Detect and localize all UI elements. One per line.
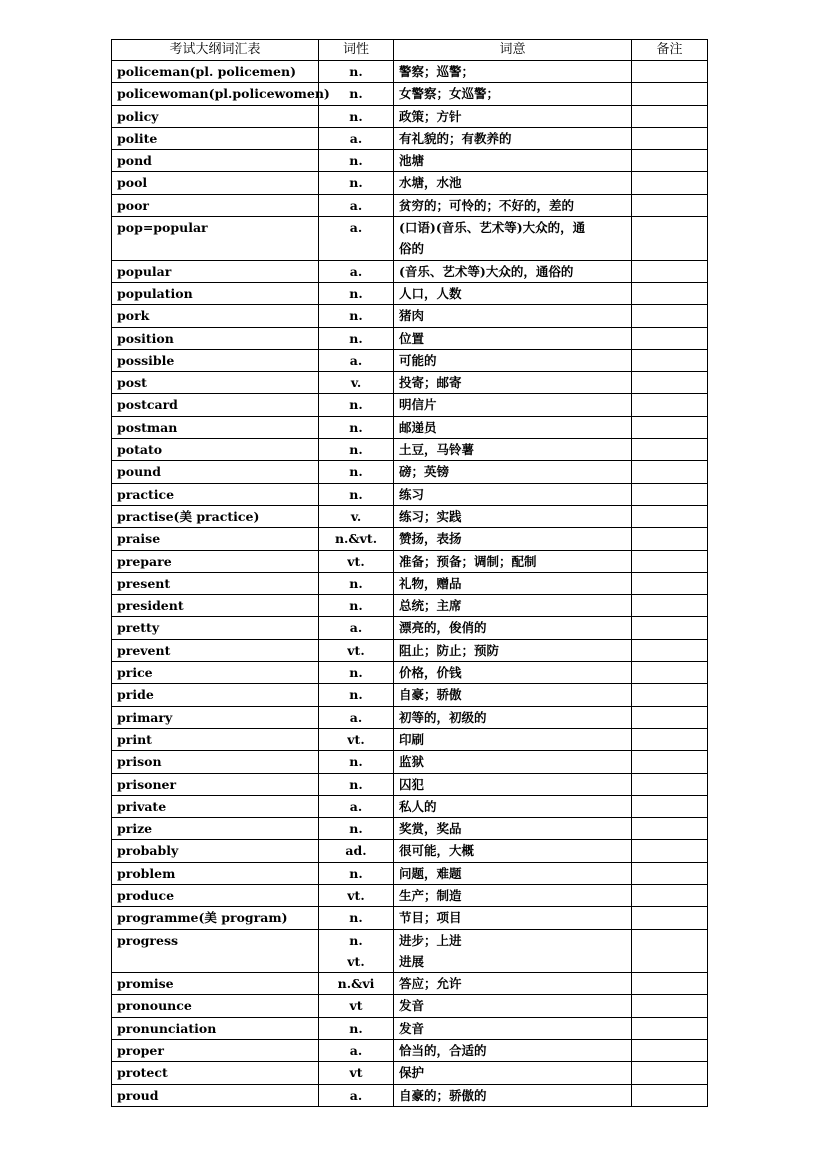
table-row bbox=[112, 728, 708, 750]
table-row bbox=[112, 639, 708, 661]
meaning-cell: 囚犯 bbox=[394, 773, 632, 795]
table-row bbox=[112, 105, 708, 127]
table-row bbox=[112, 929, 708, 973]
table-row bbox=[112, 439, 708, 461]
note-cell bbox=[632, 172, 708, 194]
note-cell bbox=[632, 907, 708, 929]
meaning-cell: 人口，人数 bbox=[394, 282, 632, 304]
note-cell bbox=[632, 305, 708, 327]
pos-cell: vt. bbox=[319, 639, 394, 661]
word-cell: practise(美 practice) bbox=[112, 505, 319, 527]
pos-cell: n. bbox=[319, 105, 394, 127]
table-row bbox=[112, 818, 708, 840]
table-row bbox=[112, 150, 708, 172]
pos-cell: n. bbox=[319, 305, 394, 327]
header-note: 备注 bbox=[632, 40, 708, 61]
meaning-cell: 政策；方针 bbox=[394, 105, 632, 127]
table-row bbox=[112, 773, 708, 795]
note-cell bbox=[632, 150, 708, 172]
note-cell bbox=[632, 995, 708, 1017]
meaning-cell: 猪肉 bbox=[394, 305, 632, 327]
note-cell bbox=[632, 282, 708, 304]
word-cell: praise bbox=[112, 528, 319, 550]
table-row bbox=[112, 83, 708, 105]
pos-cell: n. bbox=[319, 83, 394, 105]
meaning-cell: 发音 bbox=[394, 995, 632, 1017]
pos-cell: n. bbox=[319, 907, 394, 929]
note-cell bbox=[632, 528, 708, 550]
table-row bbox=[112, 662, 708, 684]
word-cell: proper bbox=[112, 1040, 319, 1062]
meaning-cell: 水塘，水池 bbox=[394, 172, 632, 194]
table-row bbox=[112, 1084, 708, 1106]
meaning-cell: 阻止；防止；预防 bbox=[394, 639, 632, 661]
note-cell bbox=[632, 349, 708, 371]
table-row bbox=[112, 505, 708, 527]
meaning-cell: 保护 bbox=[394, 1062, 632, 1084]
table-row bbox=[112, 461, 708, 483]
pos-cell: n. bbox=[319, 662, 394, 684]
table-row bbox=[112, 61, 708, 83]
pos-cell: n.&vi bbox=[319, 973, 394, 995]
table-row bbox=[112, 282, 708, 304]
pos-cell: n. bbox=[319, 773, 394, 795]
table-row bbox=[112, 194, 708, 216]
header-meaning: 词意 bbox=[394, 40, 632, 61]
pos-cell: n.&vt. bbox=[319, 528, 394, 550]
word-cell: possible bbox=[112, 349, 319, 371]
table-row bbox=[112, 595, 708, 617]
pos-cell: a. bbox=[319, 1084, 394, 1106]
meaning-cell: 可能的 bbox=[394, 349, 632, 371]
word-cell: protect bbox=[112, 1062, 319, 1084]
table-body bbox=[112, 61, 708, 1107]
note-cell bbox=[632, 1017, 708, 1039]
pos-cell: a. bbox=[319, 795, 394, 817]
pos-cell: a. bbox=[319, 1040, 394, 1062]
word-cell: prize bbox=[112, 818, 319, 840]
word-cell: probably bbox=[112, 840, 319, 862]
word-cell: promise bbox=[112, 973, 319, 995]
meaning-cell: 池塘 bbox=[394, 150, 632, 172]
table-row bbox=[112, 260, 708, 282]
pos-cell: n. bbox=[319, 394, 394, 416]
meaning-cell: 练习 bbox=[394, 483, 632, 505]
pos-cell: n. bbox=[319, 684, 394, 706]
pos-cell: n. bbox=[319, 282, 394, 304]
word-cell: poor bbox=[112, 194, 319, 216]
pos-cell: n. bbox=[319, 818, 394, 840]
pos-cell: n. bbox=[319, 150, 394, 172]
word-cell: price bbox=[112, 662, 319, 684]
word-cell: pride bbox=[112, 684, 319, 706]
table-row bbox=[112, 572, 708, 594]
meaning-cell: 私人的 bbox=[394, 795, 632, 817]
table-row bbox=[112, 973, 708, 995]
word-cell: pork bbox=[112, 305, 319, 327]
word-cell: prison bbox=[112, 751, 319, 773]
note-cell bbox=[632, 83, 708, 105]
table-row bbox=[112, 884, 708, 906]
pos-cell: n. bbox=[319, 61, 394, 83]
table-row bbox=[112, 1062, 708, 1084]
word-cell: prepare bbox=[112, 550, 319, 572]
pos-cell: a. bbox=[319, 127, 394, 149]
meaning-cell: 明信片 bbox=[394, 394, 632, 416]
meaning-cell: 投寄；邮寄 bbox=[394, 372, 632, 394]
word-cell: pop=popular bbox=[112, 217, 319, 261]
note-cell bbox=[632, 1062, 708, 1084]
word-cell: postcard bbox=[112, 394, 319, 416]
meaning-cell: 生产；制造 bbox=[394, 884, 632, 906]
meaning-cell: 自豪的；骄傲的 bbox=[394, 1084, 632, 1106]
table-row bbox=[112, 327, 708, 349]
note-cell bbox=[632, 929, 708, 973]
note-cell bbox=[632, 194, 708, 216]
word-cell: potato bbox=[112, 439, 319, 461]
note-cell bbox=[632, 505, 708, 527]
pos-cell: vt bbox=[319, 1062, 394, 1084]
note-cell bbox=[632, 127, 708, 149]
word-cell: primary bbox=[112, 706, 319, 728]
pos-cell: n. bbox=[319, 572, 394, 594]
meaning-cell: 答应；允许 bbox=[394, 973, 632, 995]
note-cell bbox=[632, 439, 708, 461]
note-cell bbox=[632, 818, 708, 840]
note-cell bbox=[632, 751, 708, 773]
word-cell: population bbox=[112, 282, 319, 304]
word-cell: post bbox=[112, 372, 319, 394]
pos-cell: a. bbox=[319, 217, 394, 261]
note-cell bbox=[632, 260, 708, 282]
meaning-cell: 印刷 bbox=[394, 728, 632, 750]
meaning-cell: 价格，价钱 bbox=[394, 662, 632, 684]
note-cell bbox=[632, 217, 708, 261]
word-cell: proud bbox=[112, 1084, 319, 1106]
meaning-cell: 准备；预备；调制；配制 bbox=[394, 550, 632, 572]
table-row bbox=[112, 1017, 708, 1039]
meaning-cell: 位置 bbox=[394, 327, 632, 349]
word-cell: president bbox=[112, 595, 319, 617]
meaning-cell: (音乐、艺术等)大众的，通俗的 bbox=[394, 260, 632, 282]
table-row bbox=[112, 127, 708, 149]
meaning-cell: 初等的，初级的 bbox=[394, 706, 632, 728]
table-row bbox=[112, 907, 708, 929]
note-cell bbox=[632, 461, 708, 483]
meaning-cell: 磅；英镑 bbox=[394, 461, 632, 483]
pos-cell: a. bbox=[319, 260, 394, 282]
word-cell: policewoman(pl.policewomen) bbox=[112, 83, 319, 105]
word-cell: pronounce bbox=[112, 995, 319, 1017]
table-row bbox=[112, 684, 708, 706]
pos-cell: a. bbox=[319, 349, 394, 371]
note-cell bbox=[632, 595, 708, 617]
table-row bbox=[112, 862, 708, 884]
note-cell bbox=[632, 394, 708, 416]
pos-cell: a. bbox=[319, 706, 394, 728]
table-row bbox=[112, 372, 708, 394]
meaning-cell: 问题，难题 bbox=[394, 862, 632, 884]
meaning-cell: 自豪；骄傲 bbox=[394, 684, 632, 706]
note-cell bbox=[632, 840, 708, 862]
note-cell bbox=[632, 105, 708, 127]
word-cell: problem bbox=[112, 862, 319, 884]
word-cell: practice bbox=[112, 483, 319, 505]
meaning-cell: 警察；巡警； bbox=[394, 61, 632, 83]
pos-cell: vt bbox=[319, 995, 394, 1017]
table-row bbox=[112, 617, 708, 639]
meaning-cell: 贫穷的；可怜的；不好的，差的 bbox=[394, 194, 632, 216]
meaning-cell: 发音 bbox=[394, 1017, 632, 1039]
header-row bbox=[112, 40, 708, 61]
word-cell: pool bbox=[112, 172, 319, 194]
table-row bbox=[112, 416, 708, 438]
pos-cell: n. bbox=[319, 461, 394, 483]
note-cell bbox=[632, 483, 708, 505]
meaning-cell: (口语)(音乐、艺术等)大众的，通 俗的 bbox=[394, 217, 632, 261]
note-cell bbox=[632, 884, 708, 906]
table-row bbox=[112, 528, 708, 550]
pos-cell: n. vt. bbox=[319, 929, 394, 973]
table-row bbox=[112, 172, 708, 194]
pos-cell: n. bbox=[319, 439, 394, 461]
word-cell: produce bbox=[112, 884, 319, 906]
note-cell bbox=[632, 662, 708, 684]
table-row bbox=[112, 706, 708, 728]
note-cell bbox=[632, 862, 708, 884]
meaning-cell: 监狱 bbox=[394, 751, 632, 773]
meaning-cell: 邮递员 bbox=[394, 416, 632, 438]
word-cell: pond bbox=[112, 150, 319, 172]
note-cell bbox=[632, 572, 708, 594]
word-cell: progress bbox=[112, 929, 319, 973]
note-cell bbox=[632, 973, 708, 995]
word-cell: pronunciation bbox=[112, 1017, 319, 1039]
word-cell: popular bbox=[112, 260, 319, 282]
word-cell: position bbox=[112, 327, 319, 349]
note-cell bbox=[632, 1040, 708, 1062]
word-cell: polite bbox=[112, 127, 319, 149]
note-cell bbox=[632, 61, 708, 83]
meaning-cell: 恰当的，合适的 bbox=[394, 1040, 632, 1062]
note-cell bbox=[632, 617, 708, 639]
meaning-cell: 土豆，马铃薯 bbox=[394, 439, 632, 461]
pos-cell: n. bbox=[319, 1017, 394, 1039]
pos-cell: ad. bbox=[319, 840, 394, 862]
pos-cell: n. bbox=[319, 327, 394, 349]
word-cell: programme(美 program) bbox=[112, 907, 319, 929]
pos-cell: a. bbox=[319, 617, 394, 639]
note-cell bbox=[632, 416, 708, 438]
meaning-cell: 奖赏，奖品 bbox=[394, 818, 632, 840]
word-cell: prisoner bbox=[112, 773, 319, 795]
note-cell bbox=[632, 773, 708, 795]
note-cell bbox=[632, 728, 708, 750]
note-cell bbox=[632, 550, 708, 572]
table-row bbox=[112, 349, 708, 371]
pos-cell: vt. bbox=[319, 728, 394, 750]
meaning-cell: 总统；主席 bbox=[394, 595, 632, 617]
note-cell bbox=[632, 706, 708, 728]
table-row bbox=[112, 550, 708, 572]
note-cell bbox=[632, 684, 708, 706]
note-cell bbox=[632, 372, 708, 394]
pos-cell: vt. bbox=[319, 884, 394, 906]
header-word: 考试大纲词汇表 bbox=[112, 40, 319, 61]
word-cell: pretty bbox=[112, 617, 319, 639]
word-cell: policeman(pl. policemen) bbox=[112, 61, 319, 83]
table-row bbox=[112, 1040, 708, 1062]
word-cell: pound bbox=[112, 461, 319, 483]
note-cell bbox=[632, 327, 708, 349]
meaning-cell: 进步；上进 进展 bbox=[394, 929, 632, 973]
pos-cell: n. bbox=[319, 483, 394, 505]
meaning-cell: 节目；项目 bbox=[394, 907, 632, 929]
pos-cell: n. bbox=[319, 172, 394, 194]
pos-cell: v. bbox=[319, 372, 394, 394]
note-cell bbox=[632, 639, 708, 661]
table-row bbox=[112, 483, 708, 505]
table-row bbox=[112, 394, 708, 416]
pos-cell: n. bbox=[319, 751, 394, 773]
meaning-cell: 赞扬，表扬 bbox=[394, 528, 632, 550]
table-row bbox=[112, 751, 708, 773]
word-cell: private bbox=[112, 795, 319, 817]
table-row bbox=[112, 305, 708, 327]
note-cell bbox=[632, 795, 708, 817]
pos-cell: vt. bbox=[319, 550, 394, 572]
pos-cell: n. bbox=[319, 595, 394, 617]
meaning-cell: 女警察；女巡警； bbox=[394, 83, 632, 105]
header-pos: 词性 bbox=[319, 40, 394, 61]
word-cell: postman bbox=[112, 416, 319, 438]
word-cell: print bbox=[112, 728, 319, 750]
word-cell: prevent bbox=[112, 639, 319, 661]
pos-cell: n. bbox=[319, 416, 394, 438]
note-cell bbox=[632, 1084, 708, 1106]
pos-cell: v. bbox=[319, 505, 394, 527]
meaning-cell: 有礼貌的；有教养的 bbox=[394, 127, 632, 149]
pos-cell: n. bbox=[319, 862, 394, 884]
pos-cell: a. bbox=[319, 194, 394, 216]
table-row bbox=[112, 795, 708, 817]
vocabulary-table bbox=[111, 39, 708, 1107]
word-cell: policy bbox=[112, 105, 319, 127]
table-row bbox=[112, 217, 708, 261]
table-row bbox=[112, 995, 708, 1017]
meaning-cell: 礼物，赠品 bbox=[394, 572, 632, 594]
meaning-cell: 很可能，大概 bbox=[394, 840, 632, 862]
meaning-cell: 练习；实践 bbox=[394, 505, 632, 527]
table-row bbox=[112, 840, 708, 862]
meaning-cell: 漂亮的，俊俏的 bbox=[394, 617, 632, 639]
word-cell: present bbox=[112, 572, 319, 594]
